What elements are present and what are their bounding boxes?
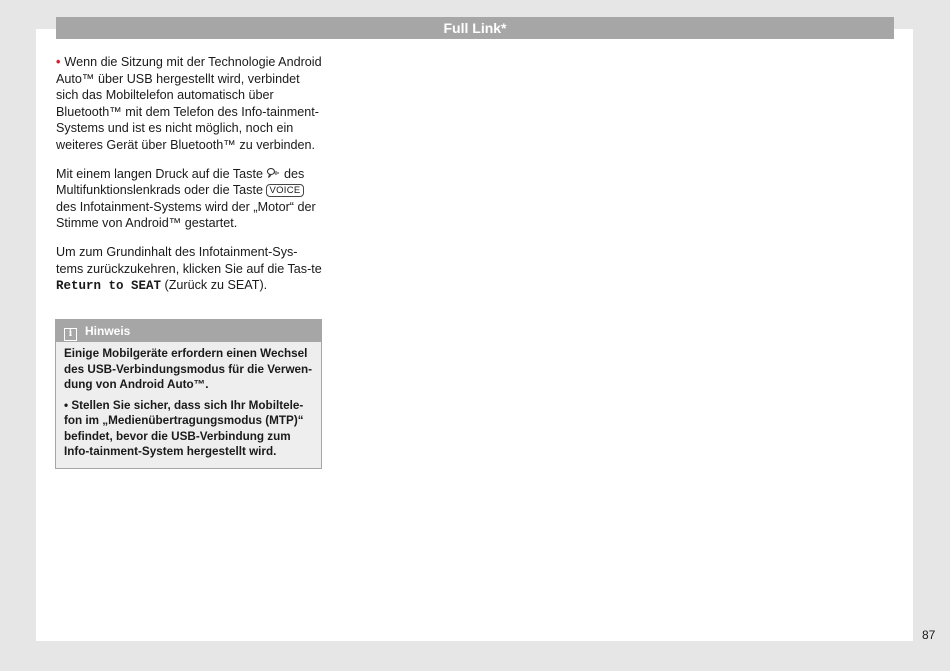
voice-key-icon: VOICE xyxy=(266,184,303,197)
section-header xyxy=(56,17,894,39)
note-box xyxy=(55,319,322,469)
return-to-seat-label: Return to SEAT xyxy=(56,279,162,294)
info-icon: i xyxy=(64,328,77,341)
voice-command-icon xyxy=(266,167,280,179)
note-header xyxy=(56,320,321,342)
note-item-1: Einige Mobilgeräte erfordern einen Wechsel des USB-Verbindungsmodus für die Verwen-dung von Android Auto™. xyxy=(64,347,313,391)
note-title: Hinweis xyxy=(85,324,131,338)
paragraph-2: Mit einem langen Druck auf die Taste des Multifunktionslenkrads oder die Taste VOICE des Infotainment-Systems wird der „Motor“ der Stimme von Android™ gestartet. xyxy=(56,166,316,231)
bullet-paragraph xyxy=(56,54,324,154)
bullet-icon: • xyxy=(56,55,61,69)
paragraph-3: Um zum Grundinhalt des Infotainment-Sys-tems zurückzukehren, klicken Sie auf die Tas-te Return to SEAT (Zurück zu SEAT). xyxy=(56,244,322,294)
paragraph-1: Wenn die Sitzung mit der Technologie Android Auto™ über USB hergestellt wird, verbindet sich das Mobiltelefon automatisch über Bluetooth™ mit dem Telefon des Info-tainment-Systems und ist es nicht möglich, noch ein weiteres Gerät über Bluetooth™ zu verbinden. xyxy=(56,55,322,152)
note-body xyxy=(56,342,321,468)
section-title: Full Link* xyxy=(443,20,507,36)
note-item-2: • Stellen Sie sicher, dass sich Ihr Mobiltele-fon im „Medienübertragungsmodus (MTP)“ befindet, bevor die USB-Verbindung zum Info-tainment-System hergestellt wird. xyxy=(64,398,304,458)
page-number: 87 xyxy=(922,628,936,642)
text-column xyxy=(56,54,324,307)
